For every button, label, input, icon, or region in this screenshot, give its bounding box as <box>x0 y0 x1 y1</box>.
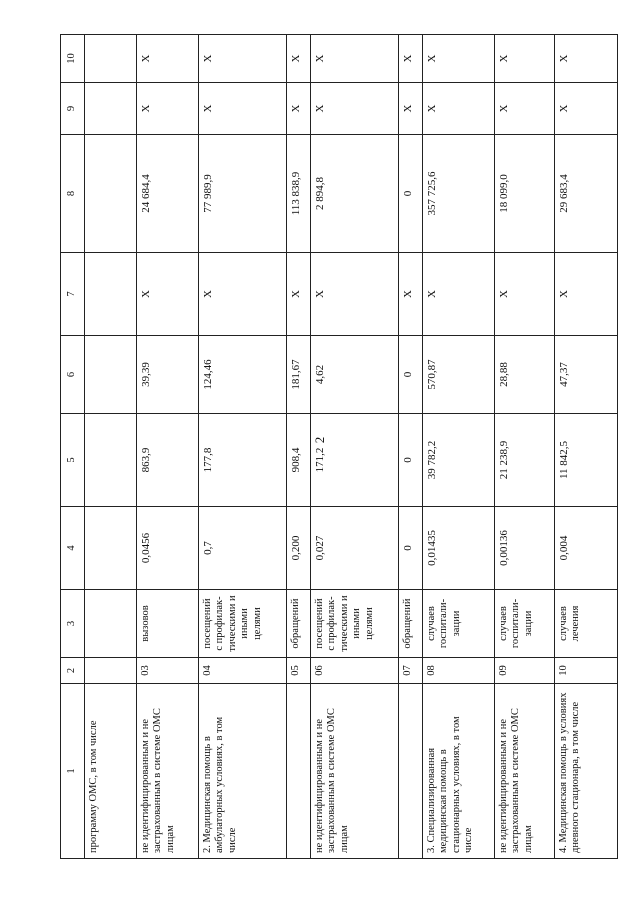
value-cell: X <box>199 35 287 83</box>
column-header: 2 <box>61 658 85 684</box>
value-cell: 908,4 <box>287 414 311 507</box>
column-header: 9 <box>61 83 85 135</box>
column-header: 6 <box>61 336 85 414</box>
table-row <box>495 35 555 859</box>
value-cell: X <box>137 83 199 135</box>
value-cell <box>85 336 137 414</box>
value-cell: 0,00136 <box>495 507 555 590</box>
value-cell: X <box>423 253 495 336</box>
value-cell: 124,46 <box>199 336 287 414</box>
row-name-cell: 3. Специализированная медицинская помощь в стационарных условиях, в том числе <box>423 684 495 859</box>
unit-cell: посещений с профилак-тическими и иными целями <box>311 590 399 658</box>
value-cell: 29 683,4 <box>555 135 618 253</box>
value-cell: 177,8 <box>199 414 287 507</box>
value-cell: X <box>311 253 399 336</box>
table-row <box>137 35 199 859</box>
value-cell: 0,01435 <box>423 507 495 590</box>
column-header: 3 <box>61 590 85 658</box>
row-name-cell <box>399 684 423 859</box>
table-row <box>287 35 311 859</box>
value-cell: 0 <box>399 507 423 590</box>
row-name-cell: 4. Медицинская помощь в условиях дневного стационара, в том числе <box>555 684 618 859</box>
value-cell: X <box>495 35 555 83</box>
column-header: 1 <box>61 684 85 859</box>
table-row <box>423 35 495 859</box>
row-code-cell <box>85 658 137 684</box>
row-name-cell: не идентифицированным и не застрахованным в системе ОМС лицам <box>137 684 199 859</box>
table-row <box>199 35 287 859</box>
value-cell: X <box>423 83 495 135</box>
value-cell: 39 782,2 <box>423 414 495 507</box>
value-cell: X <box>199 83 287 135</box>
value-cell: 863,9 <box>137 414 199 507</box>
value-cell: 0 <box>399 336 423 414</box>
row-code-cell: 09 <box>495 658 555 684</box>
value-cell: X <box>399 35 423 83</box>
value-cell: 0,027 <box>311 507 399 590</box>
row-code-cell: 10 <box>555 658 618 684</box>
value-cell: X <box>423 35 495 83</box>
column-header: 8 <box>61 135 85 253</box>
value-cell: X <box>399 83 423 135</box>
value-cell <box>85 135 137 253</box>
value-cell: 39,39 <box>137 336 199 414</box>
table-row <box>311 35 399 859</box>
value-cell: X <box>399 253 423 336</box>
value-cell <box>85 414 137 507</box>
value-cell <box>85 35 137 83</box>
rotated-table-area <box>60 35 593 859</box>
row-name-cell <box>287 684 311 859</box>
value-cell: 570,87 <box>423 336 495 414</box>
row-code-cell: 04 <box>199 658 287 684</box>
table-row <box>555 35 618 859</box>
unit-cell <box>85 590 137 658</box>
page-number: 2 <box>312 436 327 444</box>
row-code-cell: 05 <box>287 658 311 684</box>
value-cell <box>85 253 137 336</box>
value-cell: X <box>555 83 618 135</box>
value-cell: X <box>495 83 555 135</box>
column-header: 5 <box>61 414 85 507</box>
value-cell: 77 989,9 <box>199 135 287 253</box>
value-cell: 24 684,4 <box>137 135 199 253</box>
value-cell: 357 725,6 <box>423 135 495 253</box>
unit-cell: обращений <box>287 590 311 658</box>
table-header-row <box>61 35 85 859</box>
row-name-cell: не идентифицированным и не застрахованным в системе ОМС лицам <box>495 684 555 859</box>
row-name-cell: 2. Медицинская помощь в амбулаторных условиях, в том числе <box>199 684 287 859</box>
table-row <box>85 35 137 859</box>
value-cell: 0 <box>399 414 423 507</box>
value-cell: 2 894,8 <box>311 135 399 253</box>
row-code-cell: 06 <box>311 658 399 684</box>
column-header: 10 <box>61 35 85 83</box>
value-cell: 113 838,9 <box>287 135 311 253</box>
value-cell: 21 238,9 <box>495 414 555 507</box>
unit-cell: обращений <box>399 590 423 658</box>
value-cell: 28,88 <box>495 336 555 414</box>
value-cell: 171,2 <box>311 414 399 507</box>
value-cell: 4,62 <box>311 336 399 414</box>
value-cell: 47,37 <box>555 336 618 414</box>
value-cell: X <box>287 83 311 135</box>
row-name-cell: программу ОМС, в том числе <box>85 684 137 859</box>
row-code-cell: 08 <box>423 658 495 684</box>
row-code-cell: 03 <box>137 658 199 684</box>
value-cell <box>85 507 137 590</box>
value-cell: 0,7 <box>199 507 287 590</box>
row-code-cell: 07 <box>399 658 423 684</box>
value-cell: 0,0456 <box>137 507 199 590</box>
value-cell: X <box>137 35 199 83</box>
value-cell: X <box>311 83 399 135</box>
column-header: 4 <box>61 507 85 590</box>
value-cell: 11 842,5 <box>555 414 618 507</box>
unit-cell: вызовов <box>137 590 199 658</box>
value-cell: 181,67 <box>287 336 311 414</box>
value-cell: X <box>555 253 618 336</box>
value-cell <box>85 83 137 135</box>
data-table <box>60 34 618 859</box>
value-cell: 18 099,0 <box>495 135 555 253</box>
unit-cell: случаев госпитали-зации <box>423 590 495 658</box>
rotated-table-frame <box>60 35 593 859</box>
column-header: 7 <box>61 253 85 336</box>
unit-cell: случаев госпитали-зации <box>495 590 555 658</box>
value-cell: X <box>287 253 311 336</box>
value-cell: X <box>495 253 555 336</box>
table-row <box>399 35 423 859</box>
value-cell: X <box>311 35 399 83</box>
value-cell: 0,004 <box>555 507 618 590</box>
value-cell: X <box>287 35 311 83</box>
row-name-cell: не идентифицированным и не застрахованным в системе ОМС лицам <box>311 684 399 859</box>
unit-cell: посещений с профилак-тическими и иными целями <box>199 590 287 658</box>
value-cell: X <box>137 253 199 336</box>
value-cell: 0,200 <box>287 507 311 590</box>
value-cell: X <box>555 35 618 83</box>
value-cell: 0 <box>399 135 423 253</box>
unit-cell: случаев лечения <box>555 590 618 658</box>
value-cell: X <box>199 253 287 336</box>
